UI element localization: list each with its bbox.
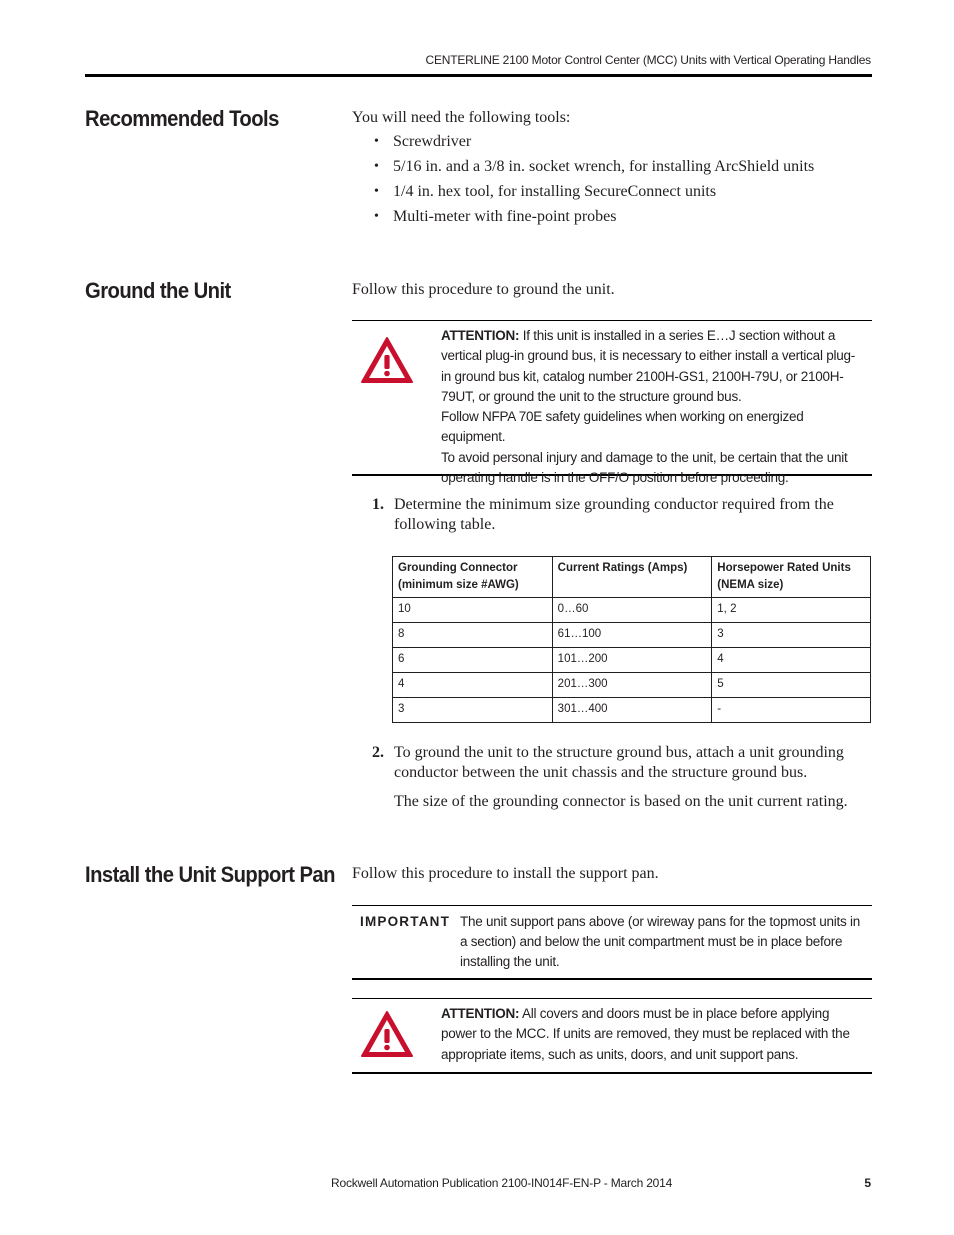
- table-cell: 201…300: [552, 673, 712, 698]
- step-1: [372, 495, 862, 537]
- table-cell: 8: [393, 623, 553, 648]
- column-header: Current Ratings (Amps): [552, 557, 712, 598]
- grounding-table: [392, 556, 871, 723]
- list-item: • 1/4 in. hex tool, for installing SecureConnect units: [372, 182, 814, 207]
- pan-intro: Follow this procedure to install the support pan.: [352, 865, 659, 882]
- heading-install-support-pan: Install the Unit Support Pan: [85, 862, 335, 887]
- step-number: 2.: [372, 744, 384, 761]
- attention-paragraph-2: Follow NFPA 70E safety guidelines when working on energized equipment.: [441, 409, 804, 445]
- attention-notice-pan: [352, 998, 872, 1074]
- table-row: [393, 673, 871, 698]
- list-item: • Screwdriver: [372, 132, 814, 157]
- running-header: CENTERLINE 2100 Motor Control Center (MCC) Units with Vertical Operating Handles: [425, 53, 871, 67]
- important-label: IMPORTANT: [360, 914, 451, 929]
- table-row: [393, 598, 871, 623]
- table-cell: 3: [712, 623, 871, 648]
- attention-paragraph-1: If this unit is installed in a series E…J section without a vertical plug-in ground bus, it is necessary to either install a vertical plug-in ground bus kit, catalog number 2100H-GS1, 2100H-79U, or 2100H-79UT, or ground the unit to the structure ground bus.: [441, 328, 855, 404]
- heading-recommended-tools: Recommended Tools: [85, 106, 279, 131]
- table-cell: 3: [393, 698, 553, 723]
- table-row: [393, 698, 871, 723]
- attention-paragraph: All covers and doors must be in place before applying power to the MCC. If units are removed, they must be replaced with the appropriate items, such as units, doors, and unit support pans.: [441, 1006, 850, 1062]
- page-number: 5: [864, 1176, 871, 1190]
- warning-triangle-icon: [360, 1010, 414, 1058]
- heading-ground-the-unit: Ground the Unit: [85, 278, 231, 303]
- step-number: 1.: [372, 496, 384, 513]
- column-header: Horsepower Rated Units (NEMA size): [712, 557, 871, 598]
- table-cell: 101…200: [552, 648, 712, 673]
- table-cell: 301…400: [552, 698, 712, 723]
- step-note: The size of the grounding connector is based on the unit current rating.: [394, 793, 848, 810]
- attention-label: ATTENTION:: [441, 328, 520, 343]
- table-cell: 4: [393, 673, 553, 698]
- attention-label: ATTENTION:: [441, 1006, 520, 1021]
- table-cell: 5: [712, 673, 871, 698]
- table-row: [393, 623, 871, 648]
- footer-publication: Rockwell Automation Publication 2100-IN014F-EN-P - March 2014: [331, 1176, 673, 1190]
- important-text: The unit support pans above (or wireway pans for the topmost units in a section) and below the unit compartment must be in place before installing the unit.: [460, 914, 860, 969]
- table-cell: -: [712, 698, 871, 723]
- step-2: [372, 743, 862, 813]
- table-cell: 4: [712, 648, 871, 673]
- column-header: Grounding Connector (minimum size #AWG): [393, 557, 553, 598]
- table-cell: 10: [393, 598, 553, 623]
- table-row: [393, 648, 871, 673]
- list-item: • 5/16 in. and a 3/8 in. socket wrench, for installing ArcShield units: [372, 157, 814, 182]
- table-cell: 61…100: [552, 623, 712, 648]
- header-rule: [85, 74, 872, 77]
- attention-paragraph-3: To avoid personal injury and damage to the unit, be certain that the unit operating handle is in the OFF/O position before proceeding.: [441, 449, 848, 486]
- table-cell: 0…60: [552, 598, 712, 623]
- warning-triangle-icon: [360, 336, 414, 384]
- table-cell: 6: [393, 648, 553, 673]
- attention-text: [441, 1004, 861, 1065]
- list-item: • Multi-meter with fine-point probes: [372, 207, 814, 232]
- table-header-row: [393, 557, 871, 598]
- tools-list: [372, 132, 814, 232]
- table-cell: 1, 2: [712, 598, 871, 623]
- step-text: Determine the minimum size grounding conductor required from the following table.: [394, 496, 834, 533]
- tools-intro: You will need the following tools:: [352, 109, 571, 126]
- attention-notice-ground: [352, 320, 872, 486]
- ground-intro: Follow this procedure to ground the unit.: [352, 281, 615, 298]
- attention-text: [441, 326, 861, 488]
- important-notice: [352, 905, 872, 980]
- step-text: To ground the unit to the structure ground bus, attach a unit grounding conductor between the unit chassis and the structure ground bus.: [394, 744, 844, 781]
